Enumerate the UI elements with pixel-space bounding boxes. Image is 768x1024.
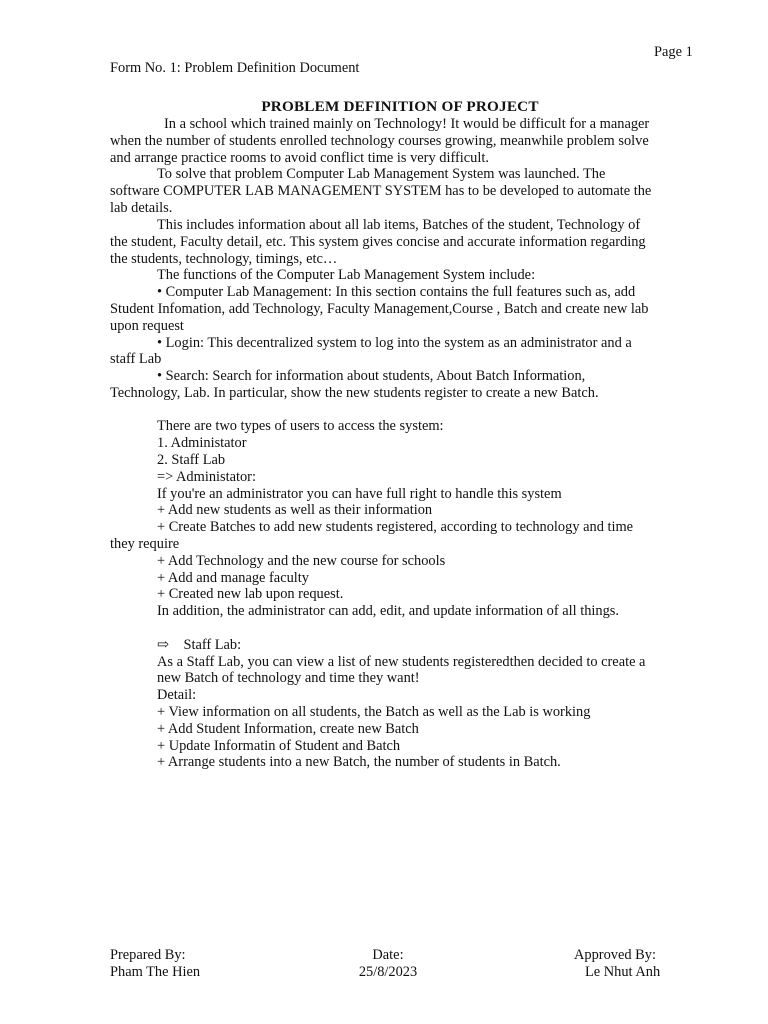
body-line: Detail: xyxy=(157,687,197,703)
body-line: they require xyxy=(110,536,180,552)
body-line: new Batch of technology and time they want! xyxy=(157,670,420,686)
body-line: In a school which trained mainly on Technology! It would be difficult for a manager xyxy=(164,116,650,132)
body-line: If you're an administrator you can have full right to handle this system xyxy=(157,486,562,502)
body-line: upon request xyxy=(110,318,184,334)
body-line: The functions of the Computer Lab Management System include: xyxy=(157,267,536,283)
bullet-item: • Search: Search for information about students, About Batch Information, xyxy=(157,368,586,384)
list-item: + Add and manage faculty xyxy=(157,570,309,586)
document-title: PROBLEM DEFINITION OF PROJECT xyxy=(261,98,539,115)
list-item: + Add new students as well as their information xyxy=(157,502,433,518)
list-item: 1. Administator xyxy=(157,435,247,451)
section-heading: => Administator: xyxy=(157,469,256,485)
body-line: software COMPUTER LAB MANAGEMENT SYSTEM has to be developed to automate the xyxy=(110,183,652,199)
body-line: Student Infomation, add Technology, Faculty Management,Course , Batch and create new lab xyxy=(110,301,649,317)
body-line: As a Staff Lab, you can view a list of new students registeredthen decided to create a xyxy=(157,654,646,670)
list-item: + Update Informatin of Student and Batch xyxy=(157,738,401,754)
approved-by-name: Le Nhut Anh xyxy=(585,964,661,980)
body-line: In addition, the administrator can add, edit, and update information of all things. xyxy=(157,603,619,619)
prepared-by-block xyxy=(110,947,200,981)
approved-by-block xyxy=(574,947,660,981)
list-item: + View information on all students, the Batch as well as the Lab is working xyxy=(157,704,591,720)
body-line: Technology, Lab. In particular, show the new students register to create a new Batch. xyxy=(110,385,599,401)
list-item: 2. Staff Lab xyxy=(157,452,226,468)
list-item: + Add Student Information, create new Batch xyxy=(157,721,419,737)
bullet-item: • Computer Lab Management: In this section contains the full features such as, add xyxy=(157,284,636,300)
body-line: the student, Faculty detail, etc. This system gives concise and accurate information regarding xyxy=(110,234,646,250)
list-item: + Created new lab upon request. xyxy=(157,586,344,602)
list-item: + Add Technology and the new course for schools xyxy=(157,553,446,569)
prepared-by-name: Pham The Hien xyxy=(110,964,201,980)
body-line: This includes information about all lab items, Batches of the student, Technology of xyxy=(157,217,641,233)
list-item: + Arrange students into a new Batch, the number of students in Batch. xyxy=(157,754,561,770)
approved-by-label: Approved By: xyxy=(574,947,656,963)
body-line: lab details. xyxy=(110,200,173,216)
date-label: Date: xyxy=(372,947,404,963)
body-line: when the number of students enrolled technology courses growing, meanwhile problem solve xyxy=(110,133,649,149)
prepared-by-label: Prepared By: xyxy=(110,947,186,963)
section-heading: ⇨ Staff Lab: xyxy=(157,637,242,653)
form-label: Form No. 1: Problem Definition Document xyxy=(110,60,360,76)
body-line: the students, technology, timings, etc… xyxy=(110,251,338,267)
body-line: and arrange practice rooms to avoid conflict time is very difficult. xyxy=(110,150,489,166)
date-block xyxy=(357,947,419,981)
body-line: There are two types of users to access the system: xyxy=(157,418,444,434)
date-value: 25/8/2023 xyxy=(358,964,418,980)
page-number: Page 1 xyxy=(654,44,693,60)
list-item: + Create Batches to add new students registered, according to technology and time xyxy=(157,519,634,535)
bullet-item: • Login: This decentralized system to log into the system as an administrator and a xyxy=(157,335,632,351)
body-line: staff Lab xyxy=(110,351,162,367)
body-line: To solve that problem Computer Lab Management System was launched. The xyxy=(157,166,606,182)
